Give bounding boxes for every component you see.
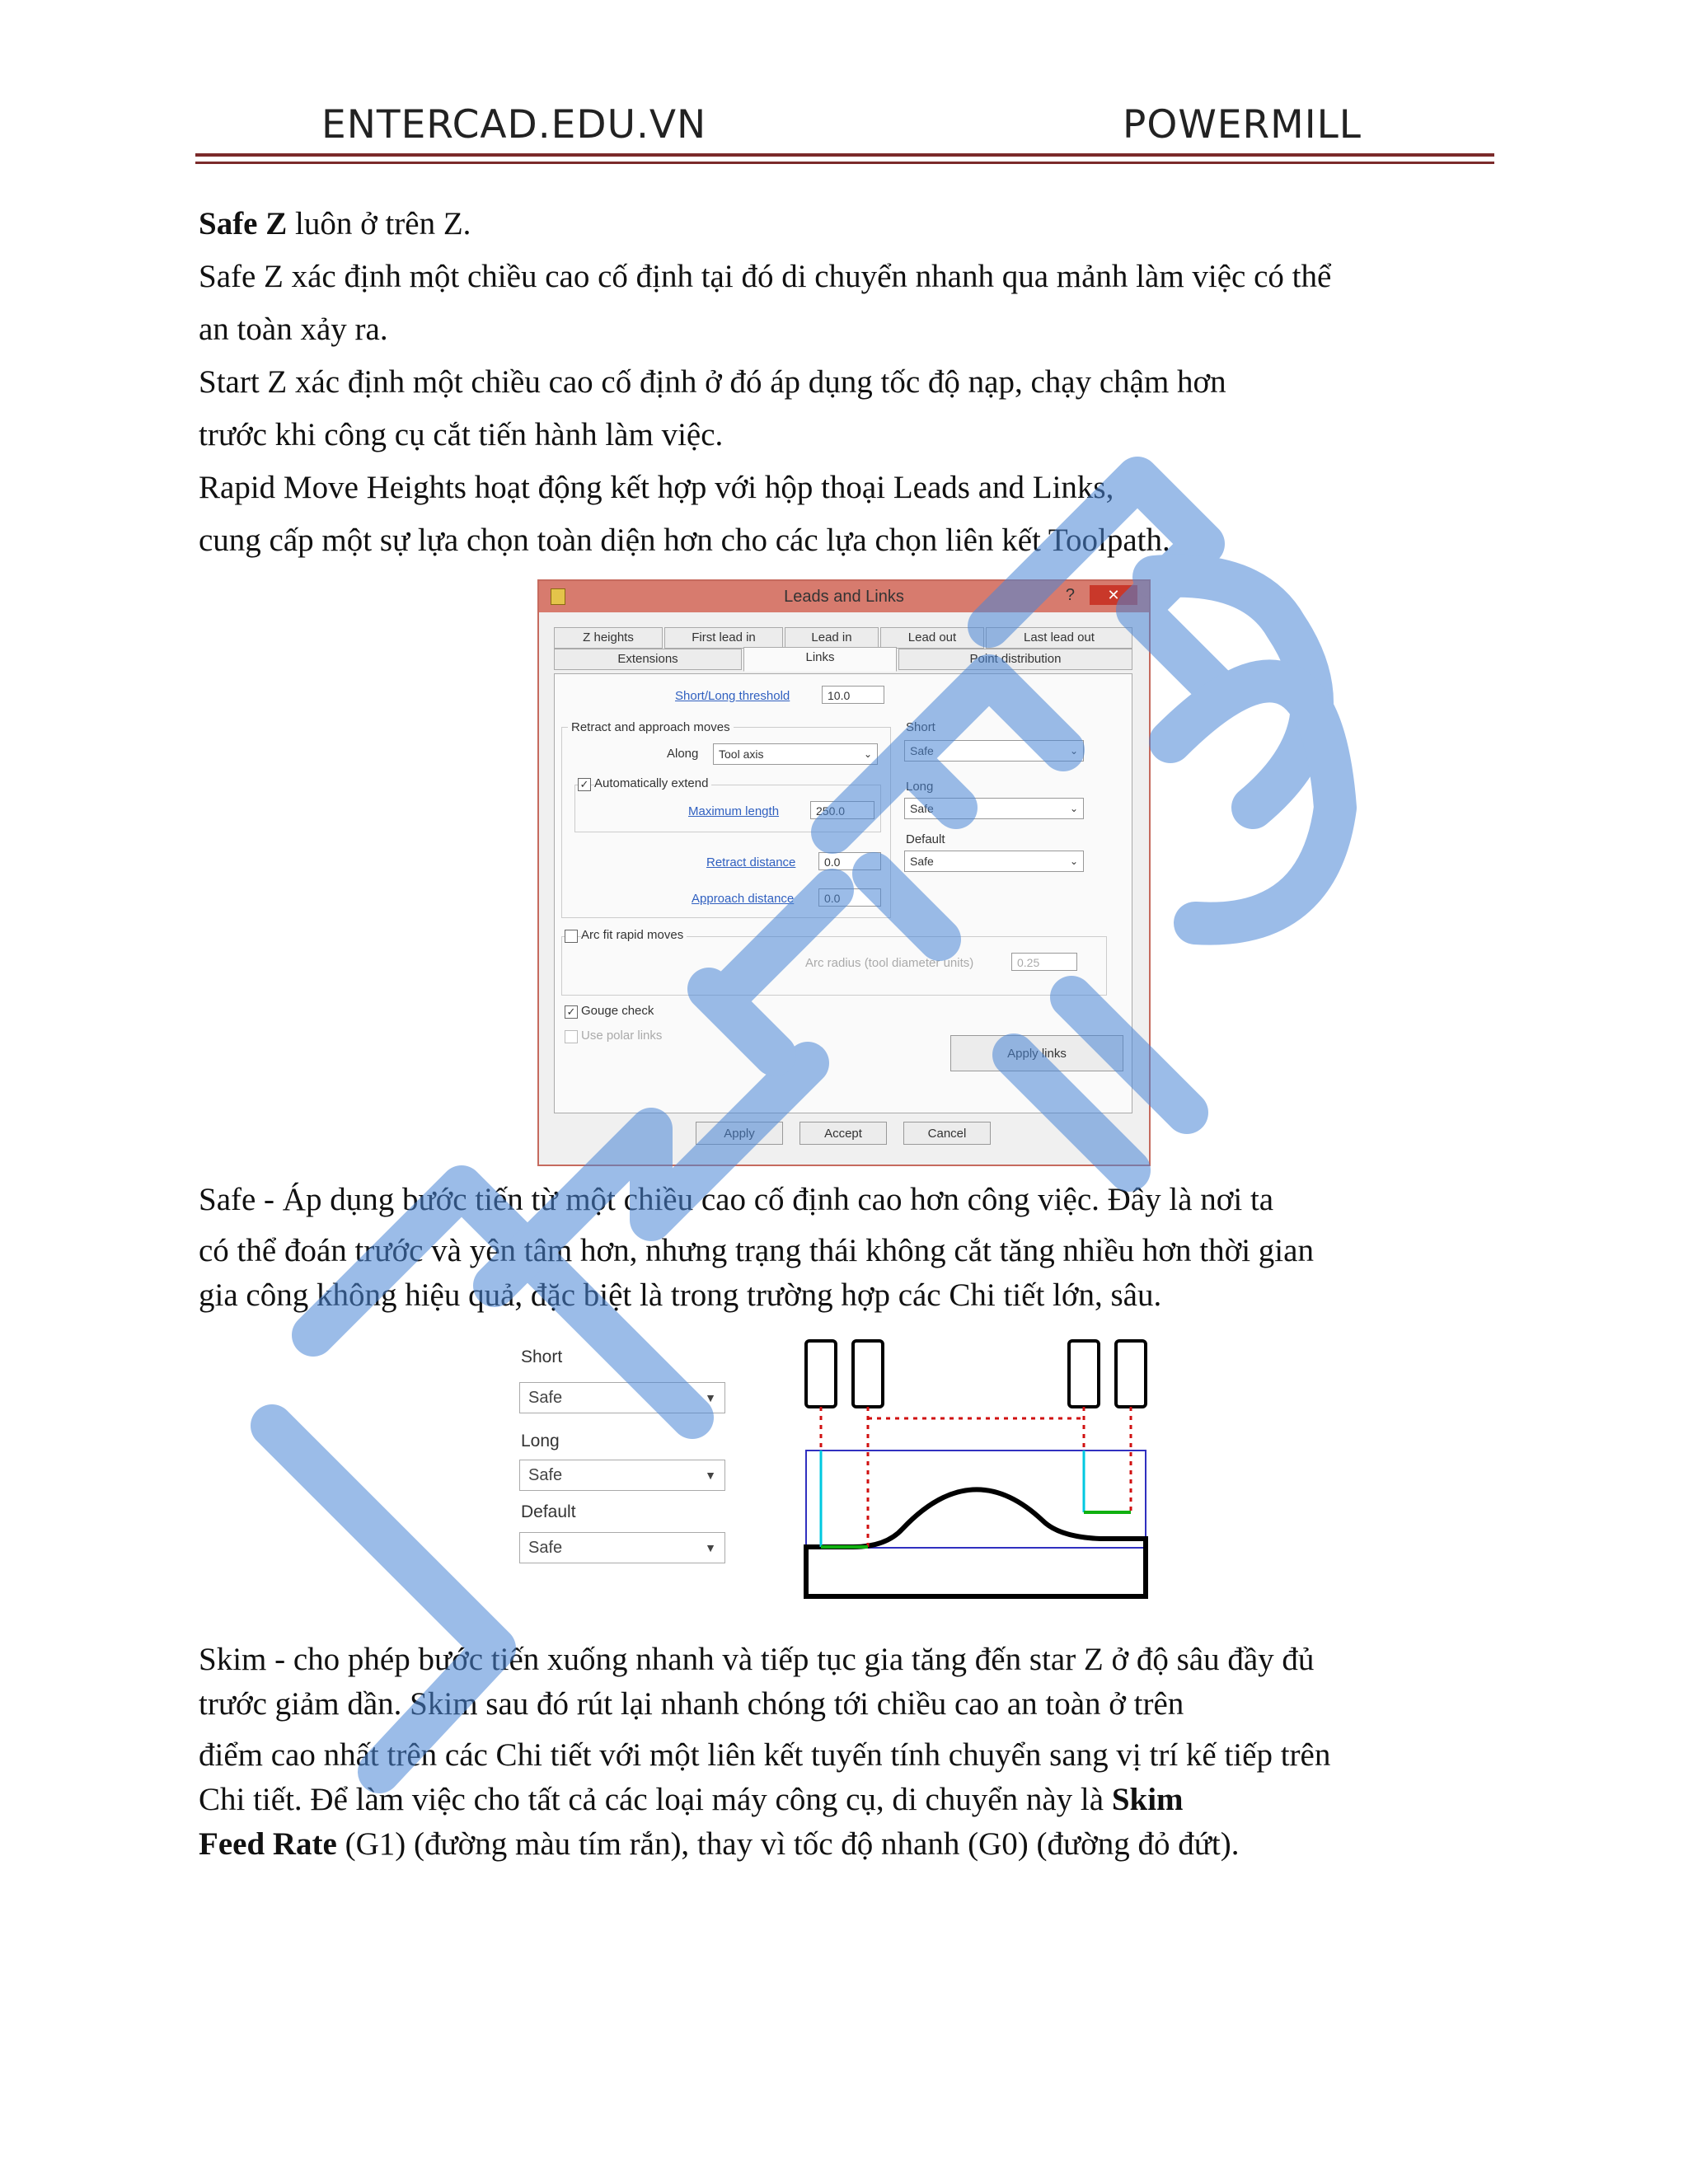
mini-short-label: Short xyxy=(521,1347,563,1366)
mini-short-select[interactable]: Safe ▼ xyxy=(519,1382,725,1413)
mini-long-label: Long xyxy=(521,1432,560,1451)
header-rule-thin xyxy=(195,162,1494,164)
auto-extend-checkbox[interactable]: ✓ xyxy=(578,778,591,791)
retract-group-label: Retract and approach moves xyxy=(568,720,734,734)
para3-line1: Skim - cho phép bước tiến xuống nhanh và tiếp tục gia tăng đến star Z ở độ sâu đầy đủ xyxy=(199,1642,1315,1677)
close-button[interactable]: ✕ xyxy=(1090,585,1137,605)
para1-line1: Safe Z luôn ở trên Z. xyxy=(199,206,471,241)
arc-fit-label: Arc fit rapid moves xyxy=(581,928,687,942)
use-polar-checkbox[interactable] xyxy=(565,1030,578,1043)
tab-lead-in[interactable]: Lead in xyxy=(785,627,879,649)
gouge-check-checkbox[interactable]: ✓ xyxy=(565,1005,578,1019)
arc-fit-checkbox[interactable] xyxy=(565,930,578,943)
header-rule xyxy=(195,153,1494,157)
para3-line2: trước giảm dần. Skim sau đó rút lại nhanh chóng tới chiều cao an toàn ở trên xyxy=(199,1686,1184,1722)
cancel-button[interactable]: Cancel xyxy=(903,1122,991,1145)
short-select[interactable]: Safe ⌄ xyxy=(904,740,1084,762)
para1-line7: cung cấp một sự lựa chọn toàn diện hơn cho các lựa chọn liên kết Toolpath. xyxy=(199,523,1170,558)
dialog-title: Leads and Links xyxy=(784,588,904,606)
tab-extensions[interactable]: Extensions xyxy=(554,649,742,670)
header-site: ENTERCAD.EDU.VN xyxy=(321,102,707,148)
watermark-letter-c xyxy=(1154,576,1312,808)
para2-line2: có thể đoán trước và yên tâm hơn, nhưng trạng thái không cắt tăng nhiều hơn thời gian xyxy=(199,1233,1314,1268)
leads-and-links-dialog xyxy=(537,579,1151,1166)
links-panel xyxy=(554,673,1132,1113)
max-length-label[interactable]: Maximum length xyxy=(688,804,780,818)
watermark-letter-d xyxy=(1170,681,1335,923)
para3-line3: điểm cao nhất trên các Chi tiết với một liên kết tuyến tính chuyển sang vị trí kế tiếp trên xyxy=(199,1737,1331,1773)
along-select[interactable]: Tool axis ⌄ xyxy=(713,743,878,765)
tab-links[interactable]: Links xyxy=(743,647,897,672)
chevron-down-icon: ⌄ xyxy=(1069,745,1078,757)
para3-line4: Chi tiết. Để làm việc cho tất cả các loại máy công cụ, di chuyển này là Skim xyxy=(199,1782,1184,1817)
gouge-check-label: Gouge check xyxy=(581,1004,654,1018)
max-length-input[interactable]: 250.0 xyxy=(810,801,874,819)
chevron-down-icon: ⌄ xyxy=(1069,855,1078,867)
apply-links-button[interactable]: Apply links xyxy=(950,1035,1123,1071)
tool-shape xyxy=(806,1341,836,1407)
tab-last-lead-out[interactable]: Last lead out xyxy=(986,627,1132,649)
tool-shape xyxy=(853,1341,883,1407)
tool-shape xyxy=(1116,1341,1146,1407)
header-product: POWERMILL xyxy=(1123,102,1362,148)
approach-distance-input[interactable]: 0.0 xyxy=(818,888,881,907)
link-type-selects xyxy=(501,1339,732,1580)
tab-z-heights[interactable]: Z heights xyxy=(554,627,663,649)
mini-long-select[interactable]: Safe ▼ xyxy=(519,1460,725,1491)
tab-point-distribution[interactable]: Point distribution xyxy=(898,649,1132,670)
help-icon[interactable]: ? xyxy=(1065,586,1075,604)
use-polar-label: Use polar links xyxy=(581,1029,663,1043)
para1-line4: Start Z xác định một chiều cao cố định ở đó áp dụng tốc độ nạp, chạy chậm hơn xyxy=(199,364,1226,400)
default-label: Default xyxy=(906,832,945,846)
approach-distance-label[interactable]: Approach distance xyxy=(692,892,795,906)
para1-line2: Safe Z xác định một chiều cao cố định tại đó di chuyển nhanh qua mảnh làm việc có thể xyxy=(199,259,1332,294)
dialog-titlebar xyxy=(539,581,1149,612)
arc-radius-input[interactable]: 0.25 xyxy=(1011,953,1077,971)
short-label: Short xyxy=(906,720,935,734)
tool-shape xyxy=(1069,1341,1099,1407)
retract-distance-label[interactable]: Retract distance xyxy=(706,855,796,869)
short-long-threshold-label[interactable]: Short/Long threshold xyxy=(675,689,790,703)
default-select[interactable]: Safe ⌄ xyxy=(904,851,1084,872)
auto-extend-label: Automatically extend xyxy=(594,776,711,790)
arc-radius-label: Arc radius (tool diameter units) xyxy=(805,956,974,970)
long-select[interactable]: Safe ⌄ xyxy=(904,798,1084,819)
caret-down-icon: ▼ xyxy=(705,1391,716,1404)
mini-default-label: Default xyxy=(521,1502,576,1521)
para1-line3: an toàn xảy ra. xyxy=(199,312,388,347)
para2-line3: gia công không hiệu quả, đặc biệt là trong trường hợp các Chi tiết lớn, sâu. xyxy=(199,1277,1162,1313)
para1-line6: Rapid Move Heights hoạt động kết hợp với hộp thoại Leads and Links, xyxy=(199,470,1114,505)
part-profile xyxy=(806,1489,1146,1596)
chevron-down-icon: ⌄ xyxy=(1069,803,1078,814)
para3-line5: Feed Rate (G1) (đường màu tím rắn), thay vì tốc độ nhanh (G0) (đường đỏ đứt). xyxy=(199,1826,1240,1862)
long-label: Long xyxy=(906,780,934,794)
along-label: Along xyxy=(667,747,699,761)
chevron-down-icon: ⌄ xyxy=(863,748,872,760)
caret-down-icon: ▼ xyxy=(705,1469,716,1482)
tab-first-lead-in[interactable]: First lead in xyxy=(664,627,783,649)
para2-line1: Safe - Áp dụng bước tiến từ một chiều cao cố định cao hơn công việc. Đây là nơi ta xyxy=(199,1182,1274,1217)
safe-move-diagram xyxy=(795,1331,1158,1605)
mini-default-select[interactable]: Safe ▼ xyxy=(519,1532,725,1563)
block-outline xyxy=(806,1451,1146,1548)
short-long-threshold-input[interactable]: 10.0 xyxy=(822,686,884,704)
caret-down-icon: ▼ xyxy=(705,1541,716,1554)
para1-line5: trước khi công cụ cắt tiến hành làm việc. xyxy=(199,417,724,452)
apply-button[interactable]: Apply xyxy=(696,1122,783,1145)
retract-distance-input[interactable]: 0.0 xyxy=(818,852,881,870)
accept-button[interactable]: Accept xyxy=(799,1122,887,1145)
tab-lead-out[interactable]: Lead out xyxy=(880,627,984,649)
